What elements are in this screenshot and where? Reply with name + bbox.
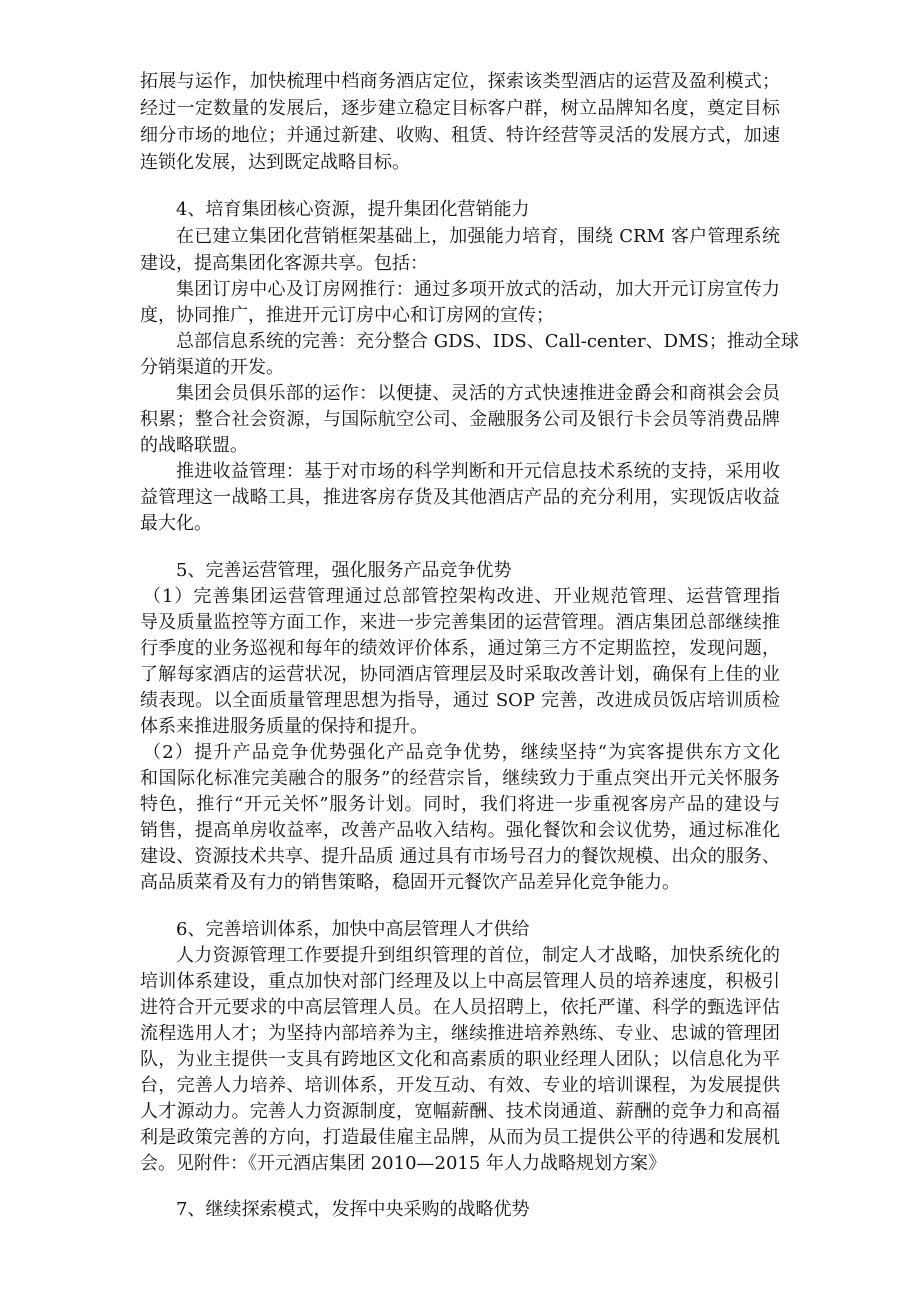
text-line: 人力资源管理工作要提升到组织管理的首位，制定人才战略，加快系统化的: [176, 945, 780, 966]
text-line: 高品质菜肴及有力的销售策略，稳固开元餐饮产品差异化竞争能力。: [140, 872, 680, 893]
section-heading-7: 7、继续探索模式，发挥中央采购的战略优势: [176, 1199, 530, 1220]
text-line: 经过一定数量的发展后，逐步建立稳定目标客户群，树立品牌知名度，奠定目标: [140, 98, 780, 119]
text-line: 建设、资源技术共享、提升品质 通过具有市场号召力的餐饮规模、出众的服务、: [140, 846, 780, 867]
text-line: （1）完善集团运营管理通过总部管控架构改进、开业规范管理、运营管理指: [143, 586, 780, 607]
text-line: 拓展与运作，加快梳理中档商务酒店定位，探索该类型酒店的运营及盈利模式；: [140, 71, 780, 92]
text-line: 体系来推进服务质量的保持和提升。: [140, 716, 428, 737]
text-line: 建设，提高集团化客源共享。包括：: [140, 253, 428, 274]
text-line: 销售，提高单房收益率，改善产品收入结构。强化餐饮和会议优势，通过标准化: [140, 820, 780, 841]
text-line: 分销渠道的开发。: [140, 357, 284, 378]
text-line: 进符合开元要求的中高层管理人员。在人员招聘上，依托严谨、科学的甄选评估: [140, 997, 780, 1018]
text-line: 集团会员俱乐部的运作：以便捷、灵活的方式快速推进金爵会和商祺会会员: [176, 383, 780, 404]
text-line: 会。见附件：《开元酒店集团 2010—2015 年人力战略规划方案》: [140, 1153, 667, 1174]
text-line: 台，完善人力培养、培训体系，开发互动、有效、专业的培训课程，为发展提供: [140, 1075, 780, 1096]
text-line: 了解每家酒店的运营状况，协同酒店管理层及时采取改善计划，确保有上佳的业: [140, 664, 780, 685]
section-heading-6: 6、完善培训体系，加快中高层管理人才供给: [176, 919, 530, 940]
text-line: 导及质量监控等方面工作，来进一步完善集团的运营管理。酒店集团总部继续推: [140, 612, 780, 633]
text-line: 益管理这一战略工具，推进客房存货及其他酒店产品的充分利用，实现饭店收益: [140, 487, 780, 508]
text-line: 人才源动力。完善人力资源制度，宽幅薪酬、技术岗通道、薪酬的竞争力和高福: [140, 1101, 780, 1122]
section-heading-4: 4、培育集团核心资源，提升集团化营销能力: [176, 199, 530, 220]
text-line: 利是政策完善的方向，打造最佳雇主品牌，从而为员工提供公平的待遇和发展机: [140, 1127, 780, 1148]
text-line: 绩表现。以全面质量管理思想为指导，通过 SOP 完善，改进成员饭店培训质检: [140, 690, 780, 711]
text-line: 最大化。: [140, 513, 212, 534]
text-line: 队，为业主提供一支具有跨地区文化和高素质的职业经理人团队；以信息化为平: [140, 1049, 780, 1070]
text-line: 特色，推行“开元关怀”服务计划。同时，我们将进一步重视客房产品的建设与: [140, 794, 780, 815]
text-line: 在已建立集团化营销框架基础上，加强能力培育，围绕 CRM 客户管理系统: [176, 226, 780, 247]
text-line: 积累；整合社会资源，与国际航空公司、金融服务公司及银行卡会员等消费品牌: [140, 409, 780, 430]
text-line: 的战略联盟。: [140, 435, 248, 456]
text-line: 培训体系建设，重点加快对部门经理及以上中高层管理人员的培养速度，积极引: [140, 971, 780, 992]
text-line: 推进收益管理：基于对市场的科学判断和开元信息技术系统的支持，采用收: [176, 461, 780, 482]
text-line: 和国际化标准完美融合的服务”的经营宗旨，继续致力于重点突出开元关怀服务: [140, 768, 780, 789]
text-line: 连锁化发展，达到既定战略目标。: [140, 152, 410, 173]
text-line: 流程选用人才；为坚持内部培养为主，继续推进培养熟练、专业、忠诚的管理团: [140, 1023, 780, 1044]
text-line: 总部信息系统的完善：充分整合 GDS、IDS、Call-center、DMS；推动全球: [176, 331, 799, 352]
text-line: 集团订房中心及订房网推行：通过多项开放式的活动，加大开元订房宣传力: [176, 279, 780, 300]
text-line: （2）提升产品竞争优势强化产品竞争优势，继续坚持“为宾客提供东方文化: [143, 742, 780, 763]
section-heading-5: 5、完善运营管理，强化服务产品竞争优势: [176, 560, 512, 581]
text-line: 行季度的业务巡视和每年的绩效评价体系，通过第三方不定期监控，发现问题，: [140, 638, 780, 659]
text-line: 度，协同推广，推进开元订房中心和订房网的宣传；: [140, 305, 554, 326]
text-line: 细分市场的地位；并通过新建、收购、租赁、特许经营等灵活的发展方式，加速: [140, 125, 780, 146]
